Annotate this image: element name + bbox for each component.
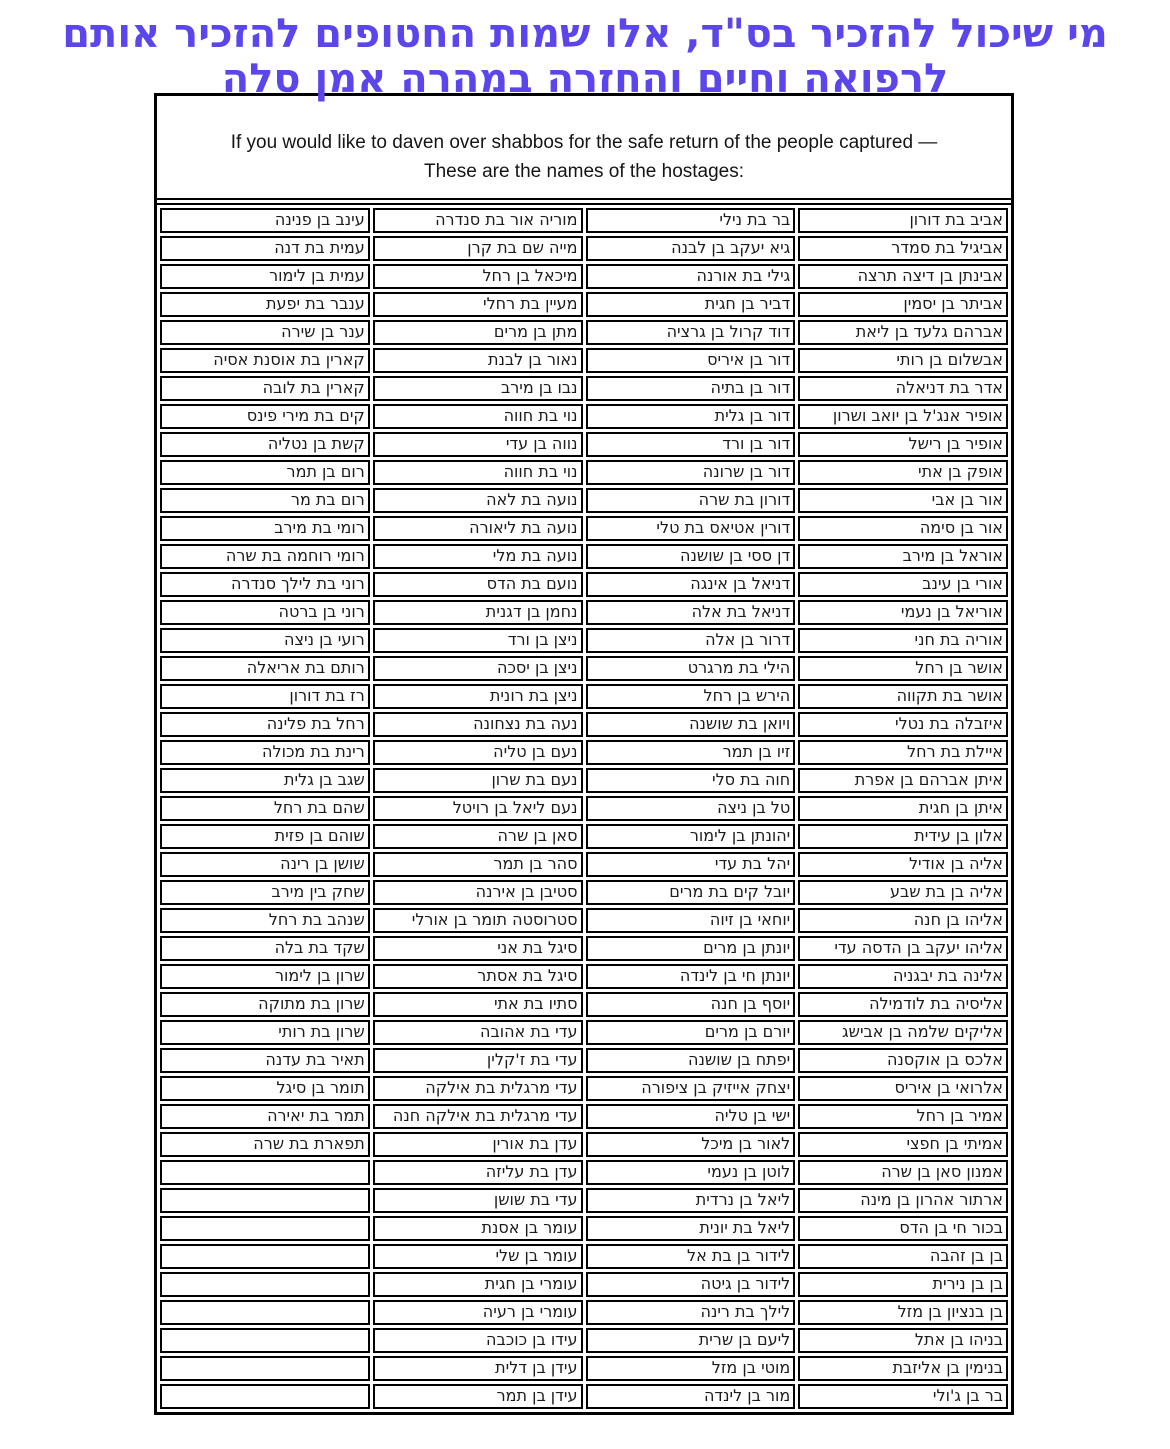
name-cell: שהם בת רחל <box>160 796 370 821</box>
table-row <box>160 1216 1008 1241</box>
name-cell: שרון בן לימור <box>160 964 370 989</box>
name-cell: נאור בן לבנת <box>373 348 583 373</box>
table-row <box>160 544 1008 569</box>
name-cell: אביב בת דורון <box>798 208 1008 233</box>
name-cell: עידן בן דלית <box>373 1356 583 1381</box>
name-cell: עידן בן תמר <box>373 1384 583 1409</box>
name-cell: דרור בן אלה <box>586 628 796 653</box>
name-cell: אברהם גלעד בן ליאת <box>798 320 1008 345</box>
name-cell: בר בת נילי <box>586 208 796 233</box>
name-cell: יהל בת עדי <box>586 852 796 877</box>
name-cell: סהר בן תמר <box>373 852 583 877</box>
name-cell: אמיתי בן חפצי <box>798 1132 1008 1157</box>
name-cell: רחל בת פלינה <box>160 712 370 737</box>
name-cell: דור בן בתיה <box>586 376 796 401</box>
name-cell: עדי בת ז'קלין <box>373 1048 583 1073</box>
name-cell: מייה שם בת קרן <box>373 236 583 261</box>
name-cell: רום בן תמר <box>160 460 370 485</box>
name-cell: יוחאי בן זיוה <box>586 908 796 933</box>
table-row <box>160 824 1008 849</box>
name-cell: דן ססי בן שושנה <box>586 544 796 569</box>
name-cell: בר בן ג'ולי <box>798 1384 1008 1409</box>
table-row <box>160 628 1008 653</box>
name-cell: אוריה בת חני <box>798 628 1008 653</box>
table-row <box>160 936 1008 961</box>
name-cell: אמנון סאן בן שרה <box>798 1160 1008 1185</box>
name-cell: רומי בת מירב <box>160 516 370 541</box>
name-cell: מיכאל בן רחל <box>373 264 583 289</box>
name-cell: לוטן בן נעמי <box>586 1160 796 1185</box>
name-cell: קים בת מירי פינס <box>160 404 370 429</box>
name-cell: רינת בת מכולה <box>160 740 370 765</box>
name-cell: ענר בן שירה <box>160 320 370 345</box>
name-cell: נעם בת שרון <box>373 768 583 793</box>
name-cell: אלון בן עידית <box>798 824 1008 849</box>
name-cell: בן בנציון בן מזל <box>798 1300 1008 1325</box>
name-cell: עדן בת אורין <box>373 1132 583 1157</box>
name-cell: שקד בת בלה <box>160 936 370 961</box>
name-cell <box>160 1272 370 1297</box>
name-cell: טל בן ניצה <box>586 796 796 821</box>
name-cell: גילי בת אורנה <box>586 264 796 289</box>
table-row <box>160 1272 1008 1297</box>
table-row <box>160 908 1008 933</box>
table-row <box>160 460 1008 485</box>
table-row <box>160 1076 1008 1101</box>
name-cell: יורם בן מרים <box>586 1020 796 1045</box>
name-cell: ניצן בן ורד <box>373 628 583 653</box>
name-cell: מוטי בן מזל <box>586 1356 796 1381</box>
name-cell: דניאל בן אינגה <box>586 572 796 597</box>
name-cell <box>160 1328 370 1353</box>
name-cell: דוד קרול בן גרציה <box>586 320 796 345</box>
table-row <box>160 516 1008 541</box>
name-cell: אלרואי בן איריס <box>798 1076 1008 1101</box>
name-cell: מתן בן מרים <box>373 320 583 345</box>
name-cell: אושר בן רחל <box>798 656 1008 681</box>
name-cell: אלכס בן אוקסנה <box>798 1048 1008 1073</box>
name-cell: בן בן זהבה <box>798 1244 1008 1269</box>
name-cell: בניהו בן אתל <box>798 1328 1008 1353</box>
table-row <box>160 992 1008 1017</box>
name-cell: אור בן סימה <box>798 516 1008 541</box>
name-cell: יונתן בן מרים <box>586 936 796 961</box>
table-header <box>157 96 1011 201</box>
name-cell: סאן בן שרה <box>373 824 583 849</box>
name-cell: שוהם בן פזית <box>160 824 370 849</box>
name-cell: עינב בן פנינה <box>160 208 370 233</box>
table-row <box>160 208 1008 233</box>
name-cell: לאור בן מיכל <box>586 1132 796 1157</box>
name-cell: תפארת בת שרה <box>160 1132 370 1157</box>
name-cell <box>160 1160 370 1185</box>
name-cell: אופק בן אתי <box>798 460 1008 485</box>
name-cell: בנימין בן אליזבת <box>798 1356 1008 1381</box>
name-cell: חוה בת סלי <box>586 768 796 793</box>
name-cell: יוסף בן חנה <box>586 992 796 1017</box>
name-cell: אדר בת דניאלה <box>798 376 1008 401</box>
name-cell: תאיר בת עדנה <box>160 1048 370 1073</box>
page-title-line1: מי שיכול להזכיר בס"ד, אלו שמות החטופים להזכיר אותם <box>62 11 1108 57</box>
name-cell: אופיר בן רישל <box>798 432 1008 457</box>
name-cell: ניצן בת רונית <box>373 684 583 709</box>
table-row <box>160 1160 1008 1185</box>
name-cell: דניאל בת אלה <box>586 600 796 625</box>
name-cell: מור בן לינדה <box>586 1384 796 1409</box>
name-cell: אבינתן בן דיצה תרצה <box>798 264 1008 289</box>
table-row <box>160 1356 1008 1381</box>
name-cell: דורין אטיאס בת טלי <box>586 516 796 541</box>
hostages-table-box <box>154 93 1014 1416</box>
name-cell: ישי בן טליה <box>586 1104 796 1129</box>
name-cell: איילת בת רחל <box>798 740 1008 765</box>
name-cell: נועה בת ליאורה <box>373 516 583 541</box>
name-cell: רותם בת אריאלה <box>160 656 370 681</box>
name-cell: נעם ליאל בן רויטל <box>373 796 583 821</box>
name-cell: סתיו בת אתי <box>373 992 583 1017</box>
name-cell: תומר בן סיגל <box>160 1076 370 1101</box>
name-cell: לידור בן גיטה <box>586 1272 796 1297</box>
name-cell: שחק בין מירב <box>160 880 370 905</box>
page-title <box>0 12 1170 102</box>
table-row <box>160 600 1008 625</box>
name-cell: נחמן בן דגנית <box>373 600 583 625</box>
table-header-line1: If you would like to daven over shabbos for the safe return of the people captured — <box>230 131 938 153</box>
name-cell: סיגל בת אני <box>373 936 583 961</box>
name-cell: אליסיה בת לודמילה <box>798 992 1008 1017</box>
name-cell: רוני בן ברטה <box>160 600 370 625</box>
name-cell: מוריה אור בת סנדרה <box>373 208 583 233</box>
name-cell: ניצן בן יסכה <box>373 656 583 681</box>
name-cell: עדי מרגלית בת אילקה <box>373 1076 583 1101</box>
name-cell: נוי בת חווה <box>373 404 583 429</box>
table-row <box>160 796 1008 821</box>
name-cell: איזבלה בת נטלי <box>798 712 1008 737</box>
name-cell: דור בן גלית <box>586 404 796 429</box>
name-cell: יונתן חי בן לינדה <box>586 964 796 989</box>
table-row <box>160 740 1008 765</box>
name-cell: אליקים שלמה בן אבישג <box>798 1020 1008 1045</box>
name-cell: נעם בן טליה <box>373 740 583 765</box>
name-cell: סטרוסטה תומר בן אורלי <box>373 908 583 933</box>
table-row <box>160 1132 1008 1157</box>
name-cell: נועם בת הדס <box>373 572 583 597</box>
name-cell: נווה בן עדי <box>373 432 583 457</box>
table-row <box>160 1188 1008 1213</box>
name-cell: עדי בת אהובה <box>373 1020 583 1045</box>
name-cell: רום בת מר <box>160 488 370 513</box>
name-cell <box>160 1356 370 1381</box>
names-table-body <box>160 208 1008 1409</box>
table-row <box>160 964 1008 989</box>
name-cell: דור בן איריס <box>586 348 796 373</box>
name-cell: קארין בת אוסנת אסיה <box>160 348 370 373</box>
name-cell: אלינה בת יבגניה <box>798 964 1008 989</box>
name-cell <box>160 1300 370 1325</box>
table-row <box>160 1244 1008 1269</box>
name-cell: בכור חי בן הדס <box>798 1216 1008 1241</box>
name-cell: אבשלום בן רותי <box>798 348 1008 373</box>
name-cell: אליה בן אודיל <box>798 852 1008 877</box>
names-table <box>157 205 1011 1412</box>
name-cell: רועי בן ניצה <box>160 628 370 653</box>
table-row <box>160 712 1008 737</box>
name-cell: בן בן נירית <box>798 1272 1008 1297</box>
name-cell: עדי מרגלית בת אילקה חנה <box>373 1104 583 1129</box>
table-row <box>160 684 1008 709</box>
name-cell: איתן בן חגית <box>798 796 1008 821</box>
name-cell: נועה בת מלי <box>373 544 583 569</box>
name-cell: יובל קים בת מרים <box>586 880 796 905</box>
name-cell: עומרי בן חגית <box>373 1272 583 1297</box>
name-cell: ליאל בת יונית <box>586 1216 796 1241</box>
table-row <box>160 1104 1008 1129</box>
name-cell: שנהב בת רחל <box>160 908 370 933</box>
table-row <box>160 376 1008 401</box>
page-title-line2: לרפואה וחיים והחזרה במהרה אמן סלה <box>221 55 949 102</box>
name-cell: אביגיל בת סמדר <box>798 236 1008 261</box>
name-cell: קארין בת לובה <box>160 376 370 401</box>
name-cell: ארתור אהרון בן מינה <box>798 1188 1008 1213</box>
table-row <box>160 236 1008 261</box>
table-row <box>160 768 1008 793</box>
name-cell: נוי בת חווה <box>373 460 583 485</box>
name-cell: אוריאל בן נעמי <box>798 600 1008 625</box>
name-cell: ליאל בן נרדית <box>586 1188 796 1213</box>
name-cell: ויואן בת שושנה <box>586 712 796 737</box>
name-cell: רומי רוחמה בת שרה <box>160 544 370 569</box>
name-cell: עדי בת שושן <box>373 1188 583 1213</box>
name-cell: יפתח בן שושנה <box>586 1048 796 1073</box>
table-row <box>160 1328 1008 1353</box>
name-cell: עידו בן כוכבה <box>373 1328 583 1353</box>
name-cell <box>160 1216 370 1241</box>
name-cell <box>160 1188 370 1213</box>
name-cell: אור בן אבי <box>798 488 1008 513</box>
name-cell: יהונתן בן לימור <box>586 824 796 849</box>
table-row <box>160 852 1008 877</box>
table-row <box>160 1300 1008 1325</box>
name-cell: נבו בן מירב <box>373 376 583 401</box>
name-cell: אליהו בן חנה <box>798 908 1008 933</box>
name-cell: מעיין בת רחלי <box>373 292 583 317</box>
name-cell: אמיר בן רחל <box>798 1104 1008 1129</box>
name-cell: אורי בן עינב <box>798 572 1008 597</box>
name-cell: לידור בן בת אל <box>586 1244 796 1269</box>
name-cell: שושן בן רינה <box>160 852 370 877</box>
name-cell: עדן בת עליזה <box>373 1160 583 1185</box>
name-cell: דור בן שרונה <box>586 460 796 485</box>
name-cell: עומרי בן רעיה <box>373 1300 583 1325</box>
table-row <box>160 1020 1008 1045</box>
table-row <box>160 656 1008 681</box>
name-cell: הירש בן רחל <box>586 684 796 709</box>
name-cell: אליה בן בת שבע <box>798 880 1008 905</box>
name-cell: אביתר בן יסמין <box>798 292 1008 317</box>
name-cell: דורון בת שרה <box>586 488 796 513</box>
table-row <box>160 264 1008 289</box>
name-cell: הילי בת מרגרט <box>586 656 796 681</box>
name-cell: ליעם בן שרית <box>586 1328 796 1353</box>
table-row <box>160 572 1008 597</box>
name-cell: דור בן ורד <box>586 432 796 457</box>
table-row <box>160 880 1008 905</box>
table-row <box>160 320 1008 345</box>
name-cell: אושר בת תקווה <box>798 684 1008 709</box>
table-row <box>160 292 1008 317</box>
name-cell: זיו בן תמר <box>586 740 796 765</box>
name-cell: גיא יעקב בן לבנה <box>586 236 796 261</box>
name-cell <box>160 1384 370 1409</box>
name-cell: נועה בת לאה <box>373 488 583 513</box>
name-cell: שרון בת מתוקה <box>160 992 370 1017</box>
name-cell: לילך בת רינה <box>586 1300 796 1325</box>
table-row <box>160 1048 1008 1073</box>
name-cell: איתן אברהם בן אפרת <box>798 768 1008 793</box>
name-cell: סיגל בת אסתר <box>373 964 583 989</box>
table-row <box>160 404 1008 429</box>
name-cell: עמית בן לימור <box>160 264 370 289</box>
name-cell: תמר בת יאירה <box>160 1104 370 1129</box>
name-cell: אוראל בן מירב <box>798 544 1008 569</box>
name-cell: שגב בן גלית <box>160 768 370 793</box>
table-row <box>160 348 1008 373</box>
name-cell: עומר בן אסנת <box>373 1216 583 1241</box>
name-cell: רוני בת לילך סנדרה <box>160 572 370 597</box>
name-cell: שרון בת רותי <box>160 1020 370 1045</box>
table-row <box>160 488 1008 513</box>
name-cell: סטיבן בן אירנה <box>373 880 583 905</box>
name-cell: דביר בן חגית <box>586 292 796 317</box>
name-cell: אופיר אנג'ל בן יואב ושרון <box>798 404 1008 429</box>
name-cell: עמית בת דנה <box>160 236 370 261</box>
table-header-line2: These are the names of the hostages: <box>423 161 745 183</box>
table-row <box>160 432 1008 457</box>
name-cell: יצחק אייזיק בן ציפורה <box>586 1076 796 1101</box>
name-cell: רז בת דורון <box>160 684 370 709</box>
name-cell: אליהו יעקב בן הדסה עדי <box>798 936 1008 961</box>
table-row <box>160 1384 1008 1409</box>
name-cell <box>160 1244 370 1269</box>
name-cell: ענבר בת יפעת <box>160 292 370 317</box>
name-cell: קשת בן נטליה <box>160 432 370 457</box>
name-cell: נעה בת נצחונה <box>373 712 583 737</box>
name-cell: עומר בן שלי <box>373 1244 583 1269</box>
